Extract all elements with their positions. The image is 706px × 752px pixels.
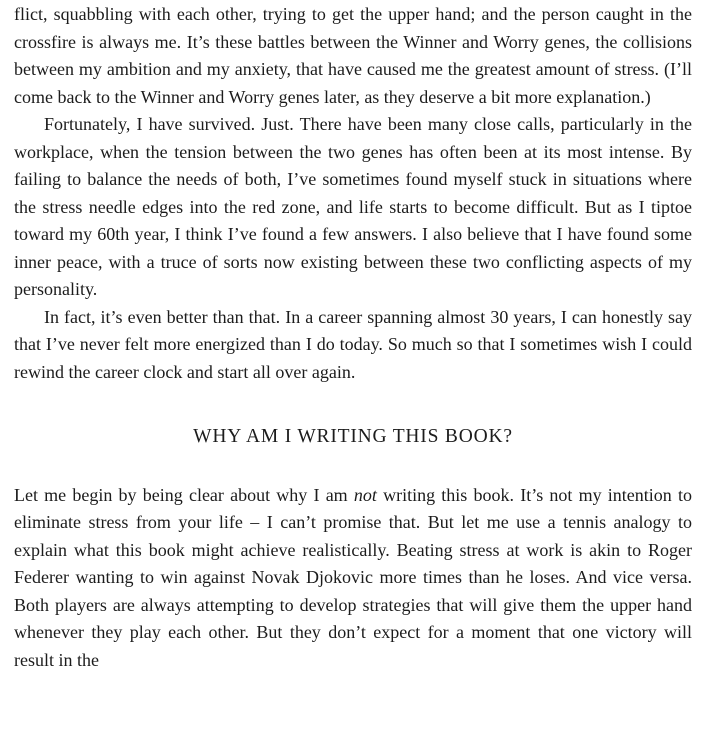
text-run: Let me begin by being clear about why I am <box>14 484 354 505</box>
paragraph <box>14 1 692 111</box>
page-content <box>14 0 692 674</box>
text-run: writing this book. It’s not my intention to eliminate stress from your life – I can’t promise that. But let me use a tennis analogy to explain what this book might achieve realistically. Beating stress at work is akin to Roger Federer wanting to win against Novak Djokovic more times than he loses. And vice versa. Both players are always attempting to develop strategies that will give them the upper hand whenever they play each other. But they don’t expect for a moment that one victory will result in the <box>14 484 692 670</box>
paragraph <box>14 111 692 304</box>
section-heading: WHY AM I WRITING THIS BOOK? <box>193 426 513 447</box>
italic-text: not <box>353 484 377 505</box>
text-run: Fortunately, I have survived. Just. There have been many close calls, particularly in the workplace, when the tension between the two genes has often been at its most intense. By failing to balance the needs of both, I’ve sometimes found myself stuck in situations where the stress needle edges into the red zone, and life starts to become difficult. But as I tiptoe toward my 60th year, I think I’ve found a few answers. I also believe that I have found some inner peace, with a truce of sorts now existing between these two conflicting aspects of my personality. <box>14 114 692 299</box>
paragraph <box>14 482 692 675</box>
paragraph <box>14 304 692 387</box>
text-run: flict, squabbling with each other, trying to get the upper hand; and the person caught in the crossfire is always me. It’s these battles between the Winner and Worry genes, the collisions between my ambition and my anxiety, that have caused me the greatest amount of stress. (I’ll come back to the Winner and Worry genes later, as they deserve a bit more explanation.) <box>14 4 692 107</box>
text-run: In fact, it’s even better than that. In a career spanning almost 30 years, I can honestly say that I’ve never felt more energized than I do today. So much so that I sometimes wish I could rewind the career clock and start all over again. <box>14 306 692 382</box>
